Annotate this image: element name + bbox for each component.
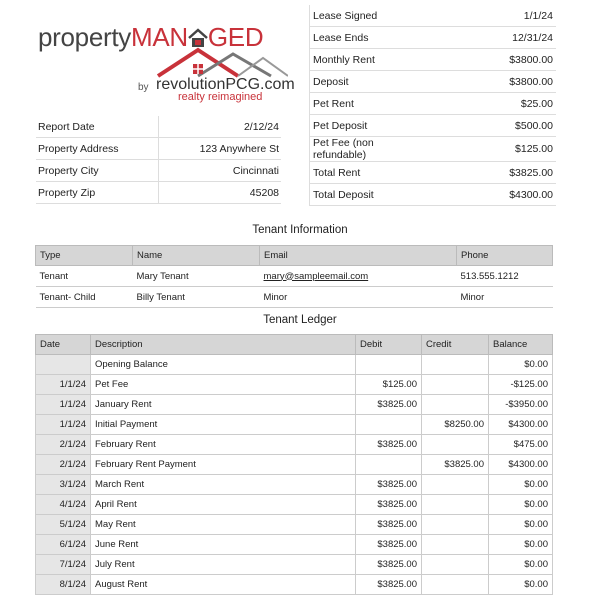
lease-info-value: $3800.00 <box>432 71 556 93</box>
lease-info-row <box>310 162 557 184</box>
ledger-date: 3/1/24 <box>36 475 91 495</box>
ledger-description: August Rent <box>91 575 356 595</box>
ledger-debit: $3825.00 <box>356 475 422 495</box>
tenant-phone: Minor <box>457 287 553 308</box>
ledger-header-row <box>36 335 553 355</box>
ledger-date: 1/1/24 <box>36 415 91 435</box>
ledger-date: 4/1/24 <box>36 495 91 515</box>
lease-info-label: Lease Signed <box>310 5 433 27</box>
lease-info-row <box>310 115 557 137</box>
ledger-description: Opening Balance <box>91 355 356 375</box>
lease-info-label: Deposit <box>310 71 433 93</box>
ledger-balance: $0.00 <box>489 555 553 575</box>
ledger-credit: $8250.00 <box>422 415 489 435</box>
ledger-debit: $3825.00 <box>356 395 422 415</box>
logo-tagline: realty reimagined <box>178 91 263 103</box>
property-info-row <box>36 116 281 138</box>
property-info-label: Report Date <box>36 116 159 138</box>
lease-info-value: $25.00 <box>432 93 556 115</box>
ledger-credit <box>422 535 489 555</box>
tenant-row <box>36 266 553 287</box>
ledger-balance: $0.00 <box>489 495 553 515</box>
ledger-date: 8/1/24 <box>36 575 91 595</box>
ledger-debit: $3825.00 <box>356 515 422 535</box>
lease-info-row <box>310 71 557 93</box>
ledger-credit <box>422 435 489 455</box>
ledger-date: 1/1/24 <box>36 375 91 395</box>
ledger-description: June Rent <box>91 535 356 555</box>
property-info-label: Property City <box>36 160 159 182</box>
property-info-value: Cincinnati <box>159 160 282 182</box>
property-info-value: 2/12/24 <box>159 116 282 138</box>
ledger-row <box>36 495 553 515</box>
ledger-row <box>36 475 553 495</box>
col-header-email: Email <box>260 246 457 266</box>
lease-info-value: 1/1/24 <box>432 5 556 27</box>
ledger-date: 2/1/24 <box>36 455 91 475</box>
lease-info-label: Lease Ends <box>310 27 433 49</box>
col-header-description: Description <box>91 335 356 355</box>
ledger-row <box>36 375 553 395</box>
ledger-description: April Rent <box>91 495 356 515</box>
property-info-row <box>36 138 281 160</box>
logo-by-text: by <box>138 82 149 93</box>
property-info-label: Property Address <box>36 138 159 160</box>
logo-word-property: property <box>38 22 131 52</box>
tenant-email: Minor <box>260 287 457 308</box>
ledger-row <box>36 535 553 555</box>
rooftops-icon <box>153 46 288 78</box>
tenant-email-cell <box>260 266 457 287</box>
ledger-balance: $475.00 <box>489 435 553 455</box>
ledger-row <box>36 415 553 435</box>
ledger-description: March Rent <box>91 475 356 495</box>
ledger-row <box>36 515 553 535</box>
ledger-table <box>35 334 553 595</box>
col-header-balance: Balance <box>489 335 553 355</box>
lease-info-table <box>309 5 556 206</box>
ledger-debit <box>356 415 422 435</box>
property-info-value: 45208 <box>159 182 282 204</box>
ledger-balance: $4300.00 <box>489 455 553 475</box>
property-info-row <box>36 182 281 204</box>
ledger-description: February Rent Payment <box>91 455 356 475</box>
lease-info-value: 12/31/24 <box>432 27 556 49</box>
lease-info-label: Monthly Rent <box>310 49 433 71</box>
lease-info-row <box>310 27 557 49</box>
company-logo <box>38 18 295 108</box>
ledger-balance: $0.00 <box>489 355 553 375</box>
ledger-credit: $3825.00 <box>422 455 489 475</box>
property-info-value: 123 Anywhere St <box>159 138 282 160</box>
tenant-type: Tenant <box>36 266 133 287</box>
ledger-balance: -$125.00 <box>489 375 553 395</box>
ledger-debit: $3825.00 <box>356 495 422 515</box>
lease-info-label: Total Rent <box>310 162 433 184</box>
ledger-body <box>36 355 553 595</box>
ledger-credit <box>422 475 489 495</box>
tenant-name: Billy Tenant <box>133 287 260 308</box>
logo-word-ged: GED <box>207 22 264 52</box>
tenant-row <box>36 287 553 308</box>
ledger-credit <box>422 355 489 375</box>
lease-info-value: $125.00 <box>432 137 556 162</box>
ledger-debit <box>356 455 422 475</box>
logo-word-man: MAN <box>130 22 188 52</box>
ledger-credit <box>422 555 489 575</box>
ledger-balance: $0.00 <box>489 515 553 535</box>
tenant-table <box>35 245 553 308</box>
col-header-date: Date <box>36 335 91 355</box>
lease-info-row <box>310 93 557 115</box>
lease-info-label: Pet Fee (non refundable) <box>310 137 433 162</box>
ledger-row <box>36 455 553 475</box>
ledger-section-title: Tenant Ledger <box>263 314 337 326</box>
ledger-balance: -$3950.00 <box>489 395 553 415</box>
col-header-name: Name <box>133 246 260 266</box>
ledger-credit <box>422 395 489 415</box>
ledger-description: July Rent <box>91 555 356 575</box>
ledger-debit: $3825.00 <box>356 535 422 555</box>
ledger-description: May Rent <box>91 515 356 535</box>
ledger-description: Initial Payment <box>91 415 356 435</box>
ledger-credit <box>422 375 489 395</box>
ledger-credit <box>422 515 489 535</box>
tenant-section-title: Tenant Information <box>252 224 348 236</box>
ledger-balance: $0.00 <box>489 535 553 555</box>
tenant-type: Tenant- Child <box>36 287 133 308</box>
col-header-type: Type <box>36 246 133 266</box>
ledger-debit <box>356 355 422 375</box>
ledger-balance: $0.00 <box>489 475 553 495</box>
lease-info-value: $4300.00 <box>432 184 556 206</box>
ledger-row <box>36 435 553 455</box>
ledger-debit: $125.00 <box>356 375 422 395</box>
ledger-date: 2/1/24 <box>36 435 91 455</box>
property-info-label: Property Zip <box>36 182 159 204</box>
lease-info-row <box>310 137 557 162</box>
tenant-name: Mary Tenant <box>133 266 260 287</box>
lease-info-label: Pet Rent <box>310 93 433 115</box>
ledger-credit <box>422 575 489 595</box>
ledger-balance: $4300.00 <box>489 415 553 435</box>
lease-info-value: $3825.00 <box>432 162 556 184</box>
ledger-date: 5/1/24 <box>36 515 91 535</box>
ledger-date: 6/1/24 <box>36 535 91 555</box>
ledger-credit <box>422 495 489 515</box>
logo-company-name: revolutionPCG.com <box>156 76 295 93</box>
tenant-phone: 513.555.1212 <box>457 266 553 287</box>
ledger-row <box>36 575 553 595</box>
ledger-debit: $3825.00 <box>356 575 422 595</box>
ledger-debit: $3825.00 <box>356 555 422 575</box>
property-info-row <box>36 160 281 182</box>
lease-info-row <box>310 49 557 71</box>
lease-info-row <box>310 5 557 27</box>
ledger-date <box>36 355 91 375</box>
lease-info-label: Total Deposit <box>310 184 433 206</box>
lease-info-value: $3800.00 <box>432 49 556 71</box>
house-icon <box>188 28 208 48</box>
col-header-debit: Debit <box>356 335 422 355</box>
ledger-row <box>36 355 553 375</box>
ledger-description: February Rent <box>91 435 356 455</box>
ledger-row <box>36 555 553 575</box>
ledger-description: January Rent <box>91 395 356 415</box>
col-header-credit: Credit <box>422 335 489 355</box>
ledger-date: 1/1/24 <box>36 395 91 415</box>
ledger-debit: $3825.00 <box>356 435 422 455</box>
ledger-row <box>36 395 553 415</box>
tenant-email-link[interactable]: mary@sampleemail.com <box>263 270 369 282</box>
lease-info-label: Pet Deposit <box>310 115 433 137</box>
ledger-balance: $0.00 <box>489 575 553 595</box>
lease-info-value: $500.00 <box>432 115 556 137</box>
property-info-table <box>36 116 281 204</box>
ledger-description: Pet Fee <box>91 375 356 395</box>
lease-info-row <box>310 184 557 206</box>
ledger-date: 7/1/24 <box>36 555 91 575</box>
tenant-header-row <box>36 246 553 266</box>
col-header-phone: Phone <box>457 246 553 266</box>
